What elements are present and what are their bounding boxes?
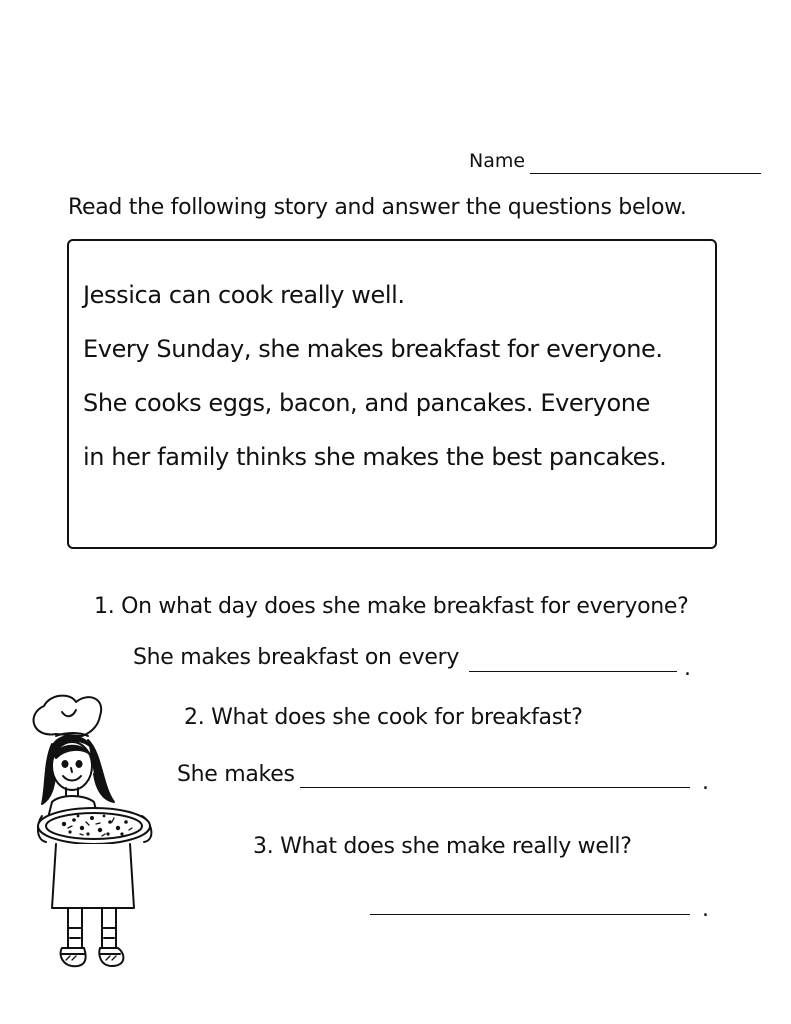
story-line: in her family thinks she makes the best pancakes.	[83, 443, 667, 471]
story-line: Jessica can cook really well.	[83, 281, 405, 309]
answer-2-blank[interactable]	[300, 787, 690, 788]
answer-1-blank[interactable]	[469, 671, 677, 672]
question-1: 1. On what day does she make breakfast for everyone?	[94, 594, 689, 619]
chef-girl-with-pizza-icon	[22, 692, 170, 992]
answer-3-blank[interactable]	[370, 914, 690, 915]
story-line: She cooks eggs, bacon, and pancakes. Everyone	[83, 389, 650, 417]
answer-3-period: .	[702, 897, 709, 922]
answer-2-period: .	[702, 770, 709, 795]
name-label: Name	[469, 150, 526, 172]
instructions-text: Read the following story and answer the questions below.	[68, 195, 687, 220]
story-line: Every Sunday, she makes breakfast for everyone.	[83, 335, 663, 363]
question-2: 2. What does she cook for breakfast?	[184, 705, 583, 730]
answer-1-prefix: She makes breakfast on every	[133, 645, 460, 670]
name-field-line[interactable]	[530, 173, 761, 174]
answer-2-prefix: She makes	[177, 762, 295, 787]
answer-1-period: .	[684, 656, 691, 681]
story-box	[67, 239, 717, 549]
question-3: 3. What does she make really well?	[253, 834, 632, 859]
